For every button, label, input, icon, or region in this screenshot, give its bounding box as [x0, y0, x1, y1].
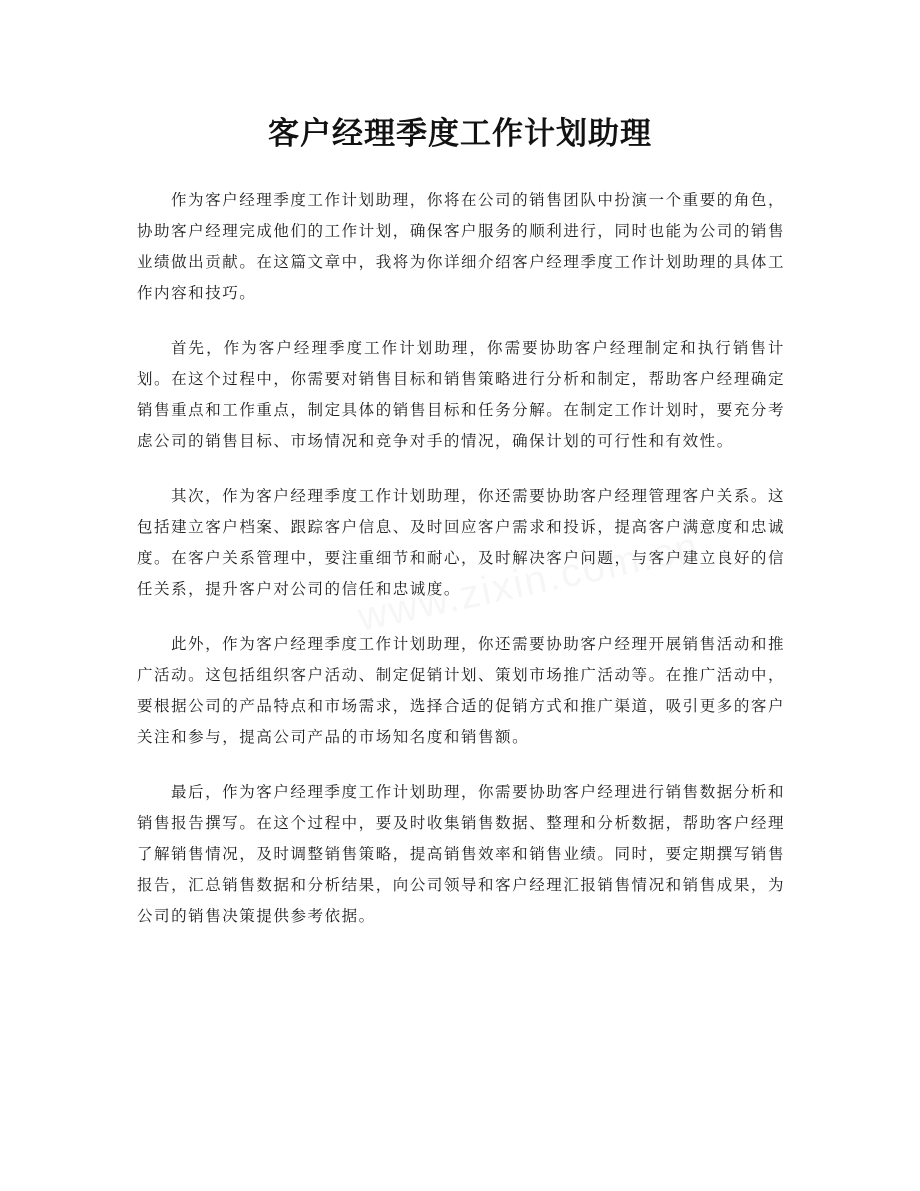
paragraph-sales-analysis: 最后，作为客户经理季度工作计划助理，你需要协助客户经理进行销售数据分析和销售报告撰写。在这个过程中，要及时收集销售数据、整理和分析数据，帮助客户经理了解销售情况，及时调整销售策略，提高销售效率和销售业绩。同时，要定期撰写销售报告，汇总销售数据和分析结果，向公司领导和客户经理汇报销售情况和销售成果，为公司的销售决策提供参考依据。: [137, 783, 785, 925]
document-body: [137, 185, 785, 956]
paragraph-promotion: 此外，作为客户经理季度工作计划助理，你还需要协助客户经理开展销售活动和推广活动。这包括组织客户活动、制定促销计划、策划市场推广活动等。在推广活动中，要根据公司的产品特点和市场需求，选择合适的促销方式和推广渠道，吸引更多的客户关注和参与，提高公司产品的市场知名度和销售额。: [137, 635, 785, 746]
paragraph-intro: 作为客户经理季度工作计划助理，你将在公司的销售团队中扮演一个重要的角色，协助客户经理完成他们的工作计划，确保客户服务的顺利进行，同时也能为公司的销售业绩做出贡献。在这篇文章中，我将为你详细介绍客户经理季度工作计划助理的具体工作内容和技巧。: [137, 191, 785, 302]
paragraph-customer-relations: 其次，作为客户经理季度工作计划助理，你还需要协助客户经理管理客户关系。这包括建立客户档案、跟踪客户信息、及时回应客户需求和投诉，提高客户满意度和忠诚度。在客户关系管理中，要注重细节和耐心，及时解决客户问题，与客户建立良好的信任关系，提升客户对公司的信任和忠诚度。: [137, 487, 785, 598]
document-title: 客户经理季度工作计划助理: [268, 116, 652, 152]
paragraph-sales-plan: 首先，作为客户经理季度工作计划助理，你需要协助客户经理制定和执行销售计划。在这个过程中，你需要对销售目标和销售策略进行分析和制定，帮助客户经理确定销售重点和工作重点，制定具体的销售目标和任务分解。在制定工作计划时，要充分考虑公司的销售目标、市场情况和竞争对手的情况，确保计划的可行性和有效性。: [137, 339, 785, 450]
